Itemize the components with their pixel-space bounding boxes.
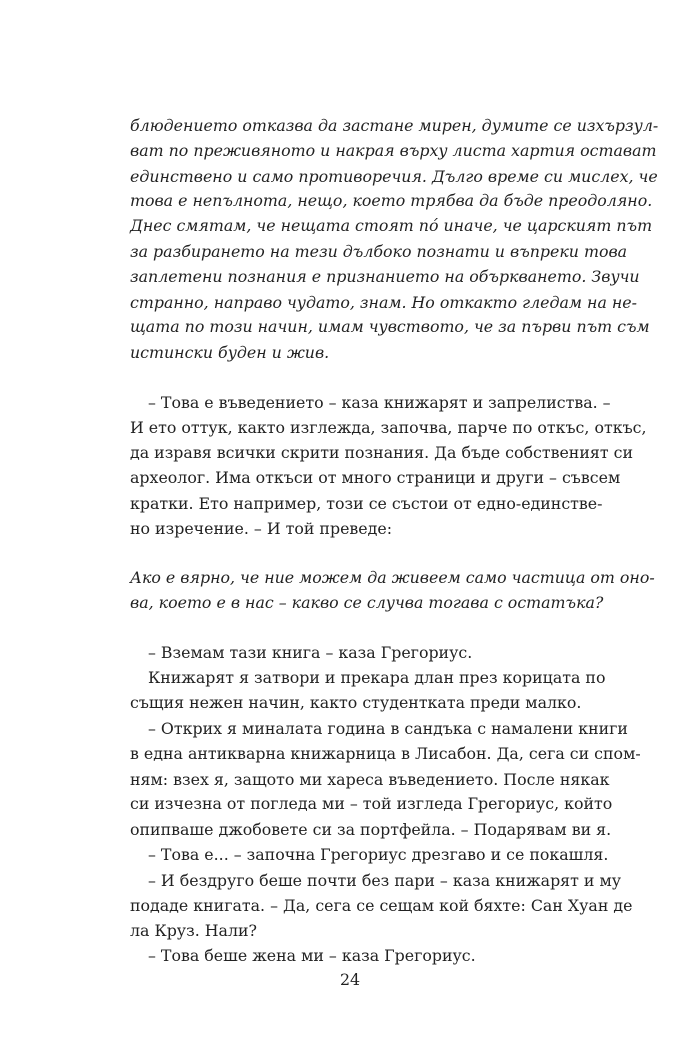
text-line: опипваше джобовете си за портфейла. – Подарявам ви я. [130, 820, 612, 840]
text-line: единствено и само противоречия. Дълго време си мислех, че [130, 166, 658, 186]
text-line: археолог. Има откъси от много страници и други – съвсем [130, 468, 621, 487]
text-line: Книжарят я затвори и прекара длан през корицата по [148, 668, 606, 688]
text-line: в една антикварна книжарница в Лисабон. Да, сега си спом- [130, 743, 641, 763]
text-line: заплетени познания е признанието на объркването. Звучи [130, 266, 640, 286]
text-line: кратки. Ето например, този се състои от едно-единстве- [130, 493, 603, 513]
text-line: И ето оттук, както изглежда, започва, парче по откъс, откъс, [130, 417, 647, 437]
page-number: 24 [339, 970, 361, 989]
text-line: но изречение. – И той преведе: [130, 518, 393, 538]
text-line: за разбирането на тези дълбоко познати и въпреки това [130, 241, 628, 261]
text-line: ням: взех я, защото ми хареса въведението. После някак [130, 769, 610, 789]
text-line: Днес смятам, че нещата стоят пó иначе, че царският път [130, 216, 653, 236]
text-line: – Открих я миналата година в сандъка с намалени книги [148, 719, 628, 738]
text-line: ла Круз. Нали? [130, 921, 257, 941]
text-line: щата по този начин, имам чувството, че за първи път съм [130, 317, 650, 337]
text-line: същия нежен начин, както студентката преди малко. [130, 693, 582, 713]
text-line: да изравя всички скрити познания. Да бъде собственият си [130, 443, 633, 463]
text-line: ват по преживяното и накрая върху листа хартия остават [130, 140, 657, 160]
text-line: странно, направо чудато, знам. Но откакто гледам на не- [130, 292, 637, 312]
text-line: – Това е... – започна Грегориус дрезгаво и се покашля. [148, 844, 609, 864]
text-line: подаде книгата. – Да, сега се сещам кой бяхте: Сан Хуан де [130, 895, 633, 915]
text-line: Ако е вярно, че ние можем да живеем само частица от оно- [130, 568, 655, 588]
text-line: – Вземам тази книга – каза Грегориус. [148, 642, 473, 662]
text-line: това е непълнота, нещо, което трябва да бъде преодоляно. [130, 191, 653, 211]
text-line: истински буден и жив. [130, 343, 330, 362]
text-line: блюдението отказва да застане мирен, думите се изхързул- [130, 116, 659, 135]
text-line: ва, което е в нас – какво се случва тогава с остатъка? [130, 593, 604, 613]
text-line: – И бездруго беше почти без пари – каза книжарят и му [148, 870, 622, 890]
text-line: – Това беше жена ми – каза Грегориус. [148, 946, 476, 965]
text-line: – Това е въведението – каза книжарят и запрелиства. – [148, 392, 611, 412]
text-line: си изчезна от погледа ми – той изгледа Грегориус, който [130, 794, 613, 814]
